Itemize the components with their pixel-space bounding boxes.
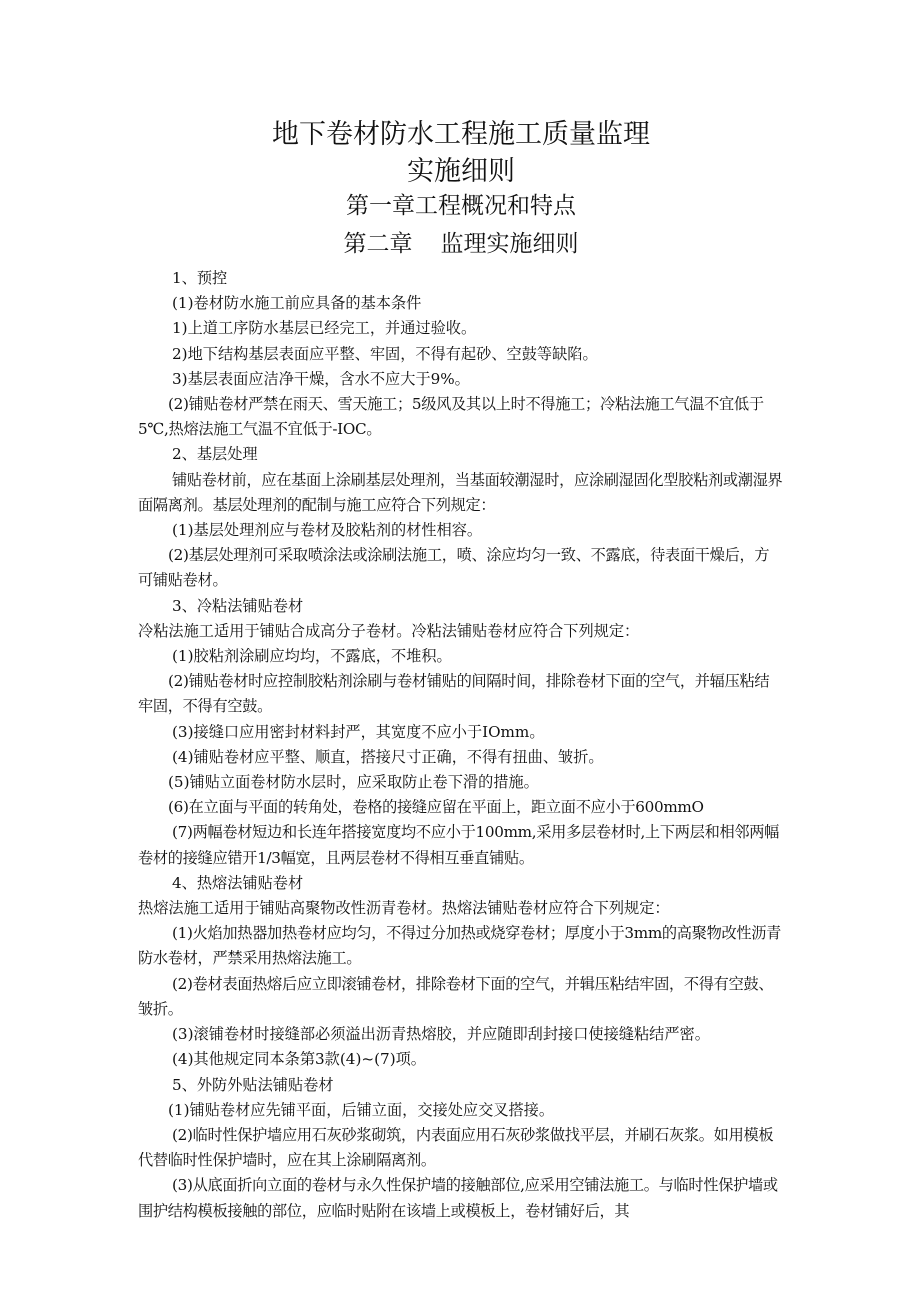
section-heading-external: 5、外防外贴法铺贴卷材: [172, 1075, 334, 1094]
section-heading-hot-melt: 4、热熔法铺贴卷材: [172, 873, 304, 892]
paragraph: 铺贴卷材前，应在基面上涂刷基层处理剂，当基面较潮湿时，应涂刷湿固化型胶粘剂或潮湿界面隔离剂。基层处理剂的配制与施工应符合下列规定：: [138, 470, 783, 514]
document-title-line-1: 地下卷材防水工程施工质量监理: [272, 119, 650, 150]
paragraph: (1)卷材防水施工前应具备的基本条件: [172, 294, 422, 313]
chapter-2-name: 监理实施细则: [440, 231, 579, 257]
section-heading-preview: 1、预控: [172, 269, 228, 287]
section-heading-cold-adhesive: 3、冷粘法铺贴卷材: [172, 596, 304, 615]
paragraph: (2)卷材表面热熔后应立即滚铺卷材，排除卷材下面的空气，并辑压粘结牢固，不得有空鼓、皱折。: [138, 974, 774, 1018]
paragraph: 3)基层表面应洁净干燥，含水不应大于9%。: [172, 369, 470, 388]
chapter-2-number: 第二章: [343, 231, 413, 257]
paragraph: (2)基层处理剂可采取喷涂法或涂刷法施工，喷、涂应均匀一致、不露底，待表面干燥后，方可铺贴卷材。: [138, 546, 770, 590]
paragraph: (7)两幅卷材短边和长连年搭接宽度均不应小于100mm,采用多层卷材时,上下两层和相邻两幅卷材的接缝应错开1/3幅宽，且两层卷材不得相互垂直铺贴。: [138, 823, 780, 867]
document-title-line-2: 实施细则: [407, 156, 515, 187]
paragraph: (2)临时性保护墙应用石灰砂浆砌筑，内表面应用石灰砂浆做找平层，并刷石灰浆。如用模板代替临时性保护墙时，应在其上涂刷隔离剂。: [138, 1125, 774, 1170]
paragraph: (2)铺贴卷材严禁在雨天、雪天施工；5级风及其以上时不得施工；冷粘法施工气温不宜低于5℃,热熔法施工气温不宜低于-IOC。: [138, 395, 764, 439]
paragraph: (4)铺贴卷材应平整、顺直，搭接尺寸正确，不得有扭曲、皱折。: [172, 747, 604, 766]
chapter-2-heading: [138, 228, 784, 260]
paragraph: 2)地下结构基层表面应平整、牢固，不得有起砂、空鼓等缺陷。: [172, 344, 598, 363]
paragraph: 1)上道工序防水基层已经完工，并通过验收。: [172, 319, 477, 338]
chapter-1-heading: 第一章工程概况和特点: [346, 193, 576, 219]
paragraph: (2)铺贴卷材时应控制胶粘剂涂刷与卷材铺贴的间隔时间，排除卷材下面的空气，并辐压粘结牢固，不得有空鼓。: [138, 672, 770, 716]
paragraph: (1)火焰加热器加热卷材应均匀，不得过分加热或烧穿卷材；厚度小于3mm的高聚物改性沥青防水卷材，严禁采用热熔法施工。: [138, 924, 782, 968]
paragraph: (1)基层处理剂应与卷材及胶粘剂的材性相容。: [172, 521, 483, 540]
section-heading-base-treatment: 2、基层处理: [172, 445, 258, 464]
paragraph: 热熔法施工适用于铺贴高聚物改性沥青卷材。热熔法铺贴卷材应符合下列规定：: [138, 899, 670, 918]
paragraph: (4)其他规定同本条第3款(4)~(7)项。: [172, 1050, 426, 1069]
paragraph: (6)在立面与平面的转角处，卷格的接缝应留在平面上，距立面不应小于600mmO: [168, 798, 704, 817]
paragraph: 冷粘法施工适用于铺贴合成高分子卷材。冷粘法铺贴卷材应符合下列规定：: [138, 621, 640, 640]
paragraph: (3)滚铺卷材时接缝部必须溢出沥青热熔胶，并应随即刮封接口使接缝粘结严密。: [172, 1025, 710, 1044]
paragraph: (1)铺贴卷材应先铺平面，后铺立面，交接处应交叉搭接。: [168, 1100, 555, 1119]
paragraph: (1)胶粘剂涂刷应均均，不露底，不堆积。: [172, 647, 452, 666]
title-block: [138, 116, 784, 260]
paragraph: (5)铺贴立面卷材防水层时，应采取防止卷下滑的措施。: [168, 773, 539, 792]
paragraph: (3)接缝口应用密封材料封严，其宽度不应小于IOmm。: [172, 722, 545, 741]
document-body: [138, 266, 784, 1224]
paragraph: (3)从底面折向立面的卷材与永久性保护墙的接触部位,应采用空铺法施工。与临时性保护墙或围护结构模板接触的部位，应临时贴附在该墙上或模板上，卷材铺好后，其: [138, 1176, 778, 1220]
